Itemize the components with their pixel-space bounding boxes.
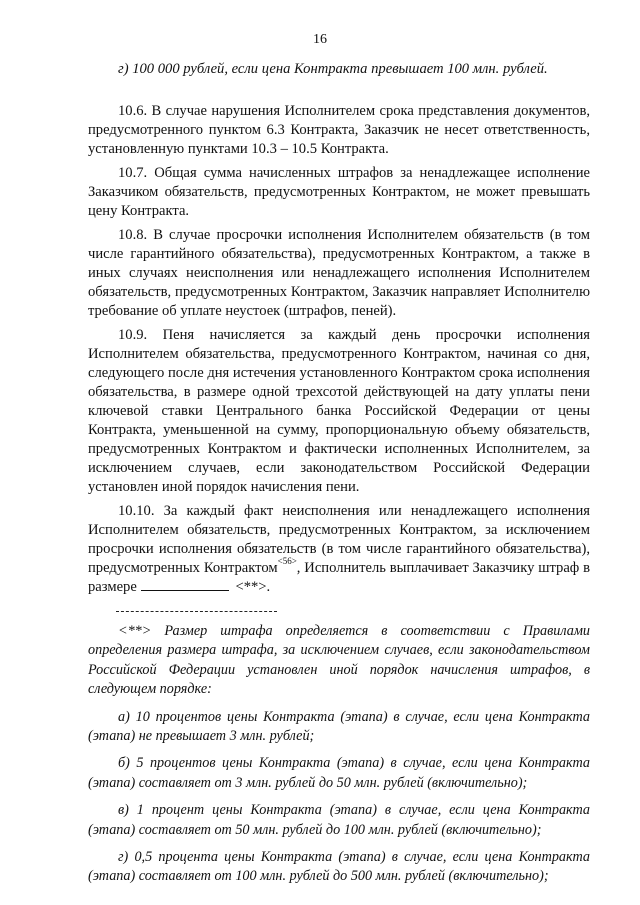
note-item-b: б) 5 процентов цены Контракта (этапа) в случае, если цена Контракта (этапа) составляет от 3 млн. рублей до 50 млн. рублей (включительно); [88, 755, 590, 791]
document-content [88, 60, 590, 887]
paragraph-10-6: 10.6. В случае нарушения Исполнителем срока представления документов, предусмотренного пунктом 6.3 Контракта, Заказчик не несет ответственность, установленную пунктами 10.3 – 10.5 Контракта. [88, 103, 590, 157]
paragraph-10-7: 10.7. Общая сумма начисленных штрафов за ненадлежащее исполнение Заказчиком обязательств, предусмотренных Контрактом, не может превышать цену Контракта. [88, 165, 590, 219]
footnote-divider [116, 611, 277, 612]
note-item-a: а) 10 процентов цены Контракта (этапа) в случае, если цена Контракта (этапа) не превышает 3 млн. рублей; [88, 708, 590, 745]
paragraph-10-9: 10.9. Пеня начисляется за каждый день просрочки исполнения Исполнителем обязательства, предусмотренного Контрактом, начиная со дня, следующего после дня истечения установленного Контрактом срока исполнения обязательства, в размере одной трехсотой действующей на дату уплаты пени ключевой ставки Центрального банка Российской Федерации от цены Контракта, уменьшенной на сумму, пропорциональную объему обязательств, предусмотренных Контрактом и фактически исполненных Исполнителем, за исключением случаев, если законодательством Российской Федерации установлен иной порядок начисления пени. [88, 327, 590, 495]
note-item-v: в) 1 процент цены Контракта (этапа) в случае, если цена Контракта (этапа) составляет от 50 млн. рублей до 100 млн. рублей (включительно); [88, 802, 590, 838]
footnote-56: <56> [277, 556, 297, 567]
note-item-g: г) 0,5 процента цены Контракта (этапа) в случае, если цена Контракта (этапа) составляет от 100 млн. рублей до 500 млн. рублей (включительно); [88, 849, 590, 885]
note-intro: <**> Размер штрафа определяется в соответствии с Правилами определения размера штрафа, за исключением случаев, если законодательством Российской Федерации установлен иной порядок начисления штрафов, в следующем порядке: [88, 623, 590, 698]
paragraph-10-10-part-2: , Исполнитель выплачивает Заказчику штраф в размере [88, 560, 591, 595]
paragraph-10-10 [88, 502, 590, 597]
fine-amount-blank [141, 578, 229, 591]
paragraph-10-10-part-1: 10.10. За каждый факт неисполнения или ненадлежащего исполнения Исполнителем обязательств, предусмотренных Контрактом, за исключением просрочки исполнения обязательств (в том числе гарантийного обязательства), предусмотренных Контрактом [88, 503, 590, 576]
paragraph-10-8: 10.8. В случае просрочки исполнения Исполнителем обязательств (в том числе гарантийного обязательства), предусмотренных Контрактом, а также в иных случаях неисполнения или ненадлежащего исполнения Исполнителем обязательств, предусмотренных Контрактом, Заказчик направляет Исполнителю требование об уплате неустоек (штрафов, пеней). [88, 227, 590, 319]
lead-line: г) 100 000 рублей, если цена Контракта превышает 100 млн. рублей. [118, 61, 548, 77]
paragraph-10-10-part-3: <**>. [231, 579, 271, 595]
page-number: 16 [313, 32, 327, 47]
